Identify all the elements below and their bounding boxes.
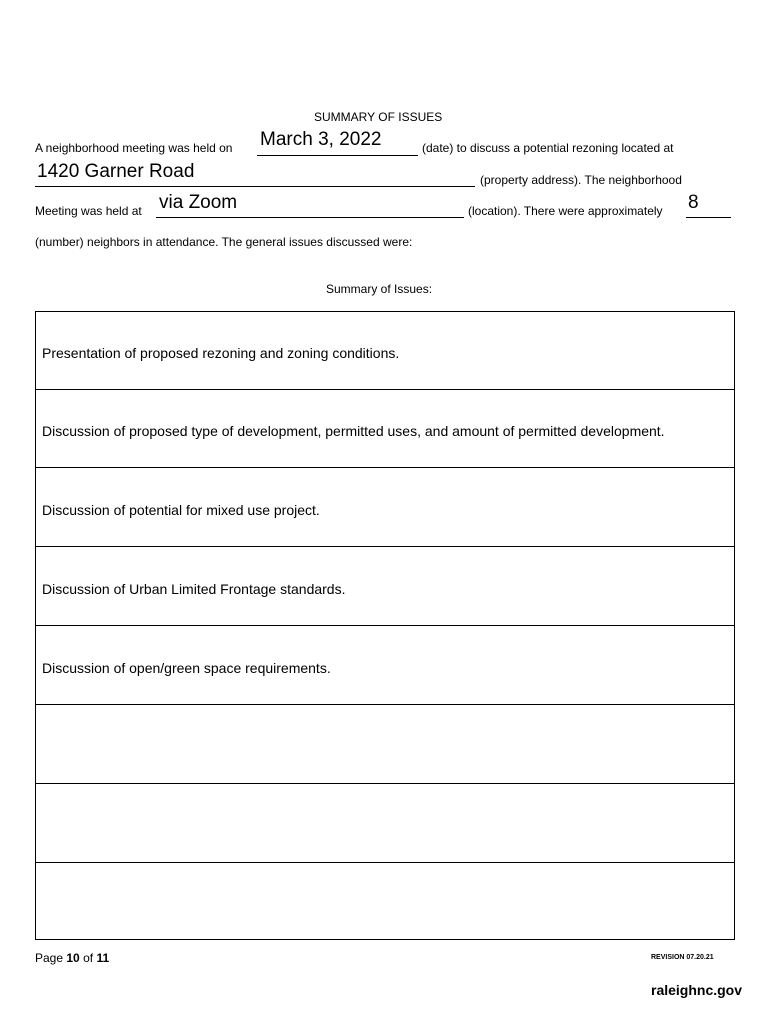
date-field-suffix: (date) to discuss a potential rezoning located at: [422, 141, 674, 155]
issue-row[interactable]: [36, 785, 734, 863]
issue-row[interactable]: [36, 706, 734, 784]
page-word: Page: [35, 951, 64, 965]
address-field-suffix: (property address). The neighborhood: [480, 173, 682, 187]
issue-text: Presentation of proposed rezoning and zoning conditions.: [42, 345, 400, 361]
date-field-value[interactable]: March 3, 2022: [260, 129, 382, 150]
issue-row[interactable]: [36, 863, 734, 939]
location-field-line: [156, 217, 464, 218]
location-field-value[interactable]: via Zoom: [159, 192, 238, 213]
issue-text: Discussion of Urban Limited Frontage standards.: [42, 581, 346, 597]
site-link[interactable]: raleighnc.gov: [651, 982, 743, 998]
location-label: Meeting was held at: [35, 204, 142, 218]
issues-table: [35, 311, 735, 940]
page-current: 10: [66, 951, 80, 965]
meeting-held-label: A neighborhood meeting was held on: [35, 141, 233, 155]
of-word: of: [83, 951, 94, 965]
issue-text: Discussion of potential for mixed use project.: [42, 502, 320, 518]
attendance-field-line: [686, 217, 731, 218]
issue-text: Discussion of open/green space requirements.: [42, 660, 331, 676]
location-field-suffix: (location). There were approximately: [468, 204, 663, 218]
issue-text: Discussion of proposed type of development, permitted uses, and amount of permitted development.: [42, 423, 665, 439]
date-field-line: [257, 155, 418, 156]
issue-row[interactable]: [36, 312, 734, 390]
page-number: [35, 951, 109, 965]
issue-row[interactable]: [36, 469, 734, 547]
attendance-text: (number) neighbors in attendance. The general issues discussed were:: [35, 235, 413, 249]
issue-row[interactable]: [36, 627, 734, 705]
issue-row[interactable]: [36, 548, 734, 626]
revision-label: REVISION 07.20.21: [651, 954, 714, 961]
summary-label: Summary of Issues:: [326, 282, 433, 296]
page-heading: SUMMARY OF ISSUES: [314, 110, 443, 124]
address-field-value[interactable]: 1420 Garner Road: [37, 161, 195, 182]
address-field-line: [35, 186, 475, 187]
issue-row[interactable]: [36, 390, 734, 468]
attendance-field-value[interactable]: 8: [688, 192, 699, 213]
page-total: 11: [96, 951, 110, 965]
